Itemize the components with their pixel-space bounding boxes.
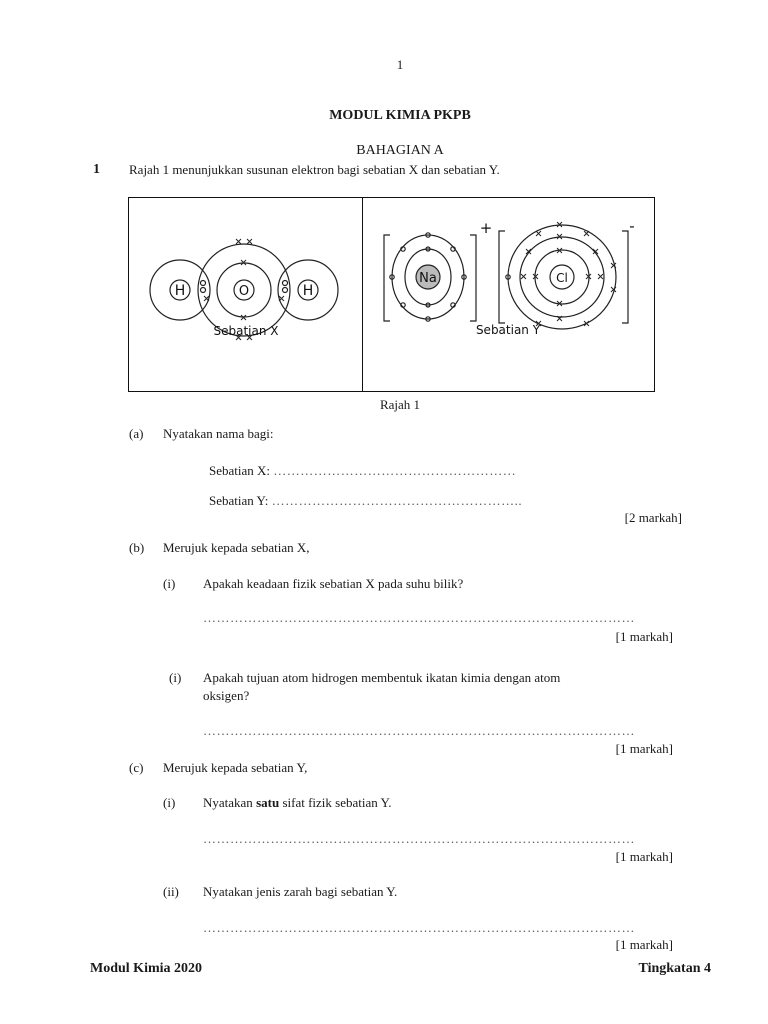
atom-label-o: O <box>238 284 250 299</box>
page-number: 1 <box>396 57 404 72</box>
figure-caption: Rajah 1 <box>379 397 421 412</box>
section-heading: BAHAGIAN A <box>356 143 444 158</box>
marks-a: [2 markah] <box>624 510 682 525</box>
part-b-ii-text-line2: oksigen? <box>203 688 250 703</box>
compound-y-field-label: Sebatian Y: <box>209 493 269 508</box>
part-a-label: (a) <box>129 426 144 441</box>
answer-line-c-ii[interactable]: …………………………………………………………………………………… <box>203 920 635 935</box>
label-compound-x: Sebatian X <box>213 324 279 338</box>
part-b-label: (b) <box>129 540 145 555</box>
part-c-label: (c) <box>129 760 144 775</box>
part-b-text: Merujuk kepada sebatian X, <box>163 540 310 555</box>
atom-label-cl: Cl <box>556 271 568 285</box>
part-c-i-label: (i) <box>163 795 176 810</box>
part-b-ii-text-line1: Apakah tujuan atom hidrogen membentuk ikatan kimia dengan atom <box>203 670 561 685</box>
answer-line-compound-x[interactable] <box>209 463 516 479</box>
answer-line-c-i[interactable]: …………………………………………………………………………………… <box>203 831 635 846</box>
box-compound-y <box>363 198 655 392</box>
marks-c-i: [1 markah] <box>615 849 673 864</box>
page-title: MODUL KIMIA PKPB <box>329 108 471 123</box>
marks-c-ii: [1 markah] <box>615 937 673 952</box>
part-b-i-text: Apakah keadaan fizik sebatian X pada suhu bilik? <box>203 576 464 591</box>
answer-dots: ……………………………………………… <box>273 463 517 478</box>
part-c-i-text-bold: satu <box>256 795 280 810</box>
marks-b-ii: [1 markah] <box>615 741 673 756</box>
question-number: 1 <box>93 162 100 177</box>
answer-line-b-i[interactable]: …………………………………………………………………………………… <box>203 610 635 625</box>
part-c-ii-text: Nyatakan jenis zarah bagi sebatian Y. <box>203 884 398 899</box>
footer-left: Modul Kimia 2020 <box>90 961 203 976</box>
question-intro: Rajah 1 menunjukkan susunan elektron bagi sebatian X dan sebatian Y. <box>129 162 500 177</box>
marks-b-i: [1 markah] <box>615 629 673 644</box>
part-b-ii-label: (i) <box>169 670 182 685</box>
part-c-i-text-after: sifat fizik sebatian Y. <box>279 795 392 810</box>
charge-minus: - <box>629 217 635 235</box>
charge-plus: + <box>479 219 493 237</box>
atom-label-na: Na <box>419 271 437 286</box>
answer-dots: ……………………………………………….. <box>271 493 523 508</box>
part-c-text: Merujuk kepada sebatian Y, <box>163 760 308 775</box>
atom-label-h: H <box>174 283 186 299</box>
part-b-i-label: (i) <box>163 576 176 591</box>
label-compound-y: Sebatian Y <box>475 323 541 337</box>
answer-line-b-ii[interactable]: …………………………………………………………………………………… <box>203 723 635 738</box>
atom-label-h: H <box>302 283 314 299</box>
part-a-text: Nyatakan nama bagi: <box>163 426 274 441</box>
compound-x-field-label: Sebatian X: <box>209 463 271 478</box>
electron-arrangement-figure <box>128 197 656 393</box>
part-c-i-text-before: Nyatakan <box>203 795 257 810</box>
footer-right: Tingkatan 4 <box>638 961 711 976</box>
part-c-ii-label: (ii) <box>163 884 179 899</box>
part-c-i-text <box>203 795 391 811</box>
answer-line-compound-y[interactable] <box>209 493 522 509</box>
figure-svg <box>128 197 656 393</box>
